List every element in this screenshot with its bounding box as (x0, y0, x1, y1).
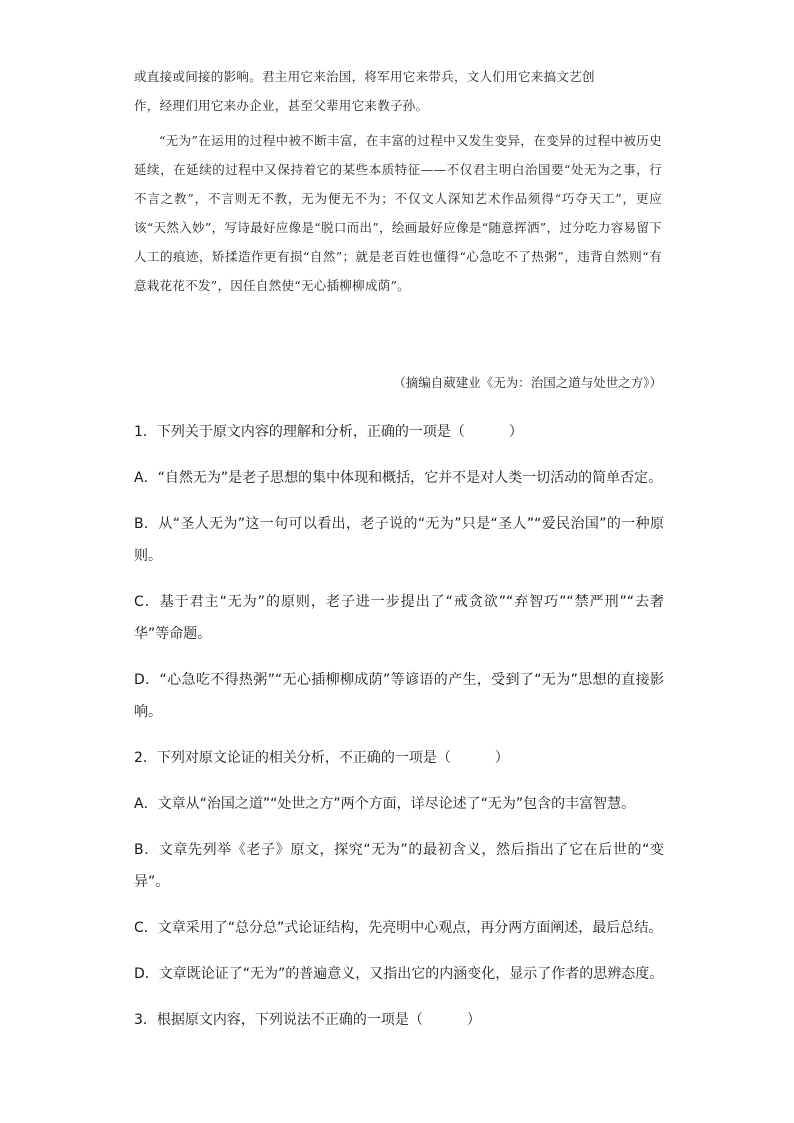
option-c: C．基于君主“无为”的原则，老子进一步提出了“戒贪欲”“弃智巧”“禁严刑”“去奢华”等命题。 (134, 594, 664, 642)
question-list (134, 416, 664, 1050)
option-d: D．文章既论证了“无为”的普遍意义，又指出它的内涵变化，显示了作者的思辨态度。 (134, 966, 664, 982)
option-b: B．从“圣人无为”这一句可以看出，老子说的“无为”只是“圣人”“爱民治国”的一种原则。 (134, 516, 664, 564)
question-stem: 2．下列对原文论证的相关分析，不正确的一项是（ ） (134, 750, 509, 766)
question-stem: 3．根据原文内容，下列说法不正确的一项是（ ） (134, 1012, 481, 1028)
passage-line: 作，经理们用它来办企业，甚至父辈用它来教子孙。 (134, 98, 429, 113)
question-stem: 1．下列关于原文内容的理解和分析，正确的一项是（ ） (134, 424, 523, 440)
reading-passage (134, 62, 662, 300)
passage-line: 或直接或间接的影响。君主用它来治国，将军用它来带兵，文人们用它来搞文艺创 (134, 69, 595, 84)
option-a: A．“自然无为”是老子思想的集中体现和概括，它并不是对人类一切活动的简单否定。 (134, 470, 663, 486)
question-3 (134, 1004, 664, 1036)
option-d: D．“心急吃不得热粥”“无心插柳柳成荫”等谚语的产生，受到了“无为”思想的直接影响。 (134, 672, 664, 720)
question-2 (134, 742, 664, 990)
question-1 (134, 416, 664, 728)
option-a: A．文章从“治国之道”“处世之方”两个方面，详尽论述了“无为”包含的丰富智慧。 (134, 796, 636, 812)
option-b: B．文章先列举《老子》原文，探究“无为”的最初含义，然后指出了它在后世的“变异”。 (134, 842, 664, 890)
passage-paragraph-1 (134, 62, 662, 120)
passage-paragraph-2: “无为”在运用的过程中被不断丰富，在丰富的过程中又发生变异，在变异的过程中被历史延续，在延续的过程中又保持着它的某些本质特征——不仅君主明白治国要“处无为之事，行不言之教”，不言则无不教，无为便无不为；不仅文人深知艺术作品须得“巧夺天工”，更应该“天然入妙”，写诗最好应像是“脱口而出”，绘画最好应像是“随意挥洒”，过分吃力容易留下人工的痕迹，矫揉造作更有损“自然”；就是老百姓也懂得“心急吃不了热粥”，违背自然则“有意栽花花不发”，因任自然使“无心插柳柳成荫”。 (134, 133, 662, 293)
source-citation: （摘编自葳建业《无为：治国之道与处世之方》） (393, 375, 662, 390)
option-c: C．文章采用了“总分总”式论证结构，先亮明中心观点，再分两方面阐述，最后总结。 (134, 920, 663, 936)
